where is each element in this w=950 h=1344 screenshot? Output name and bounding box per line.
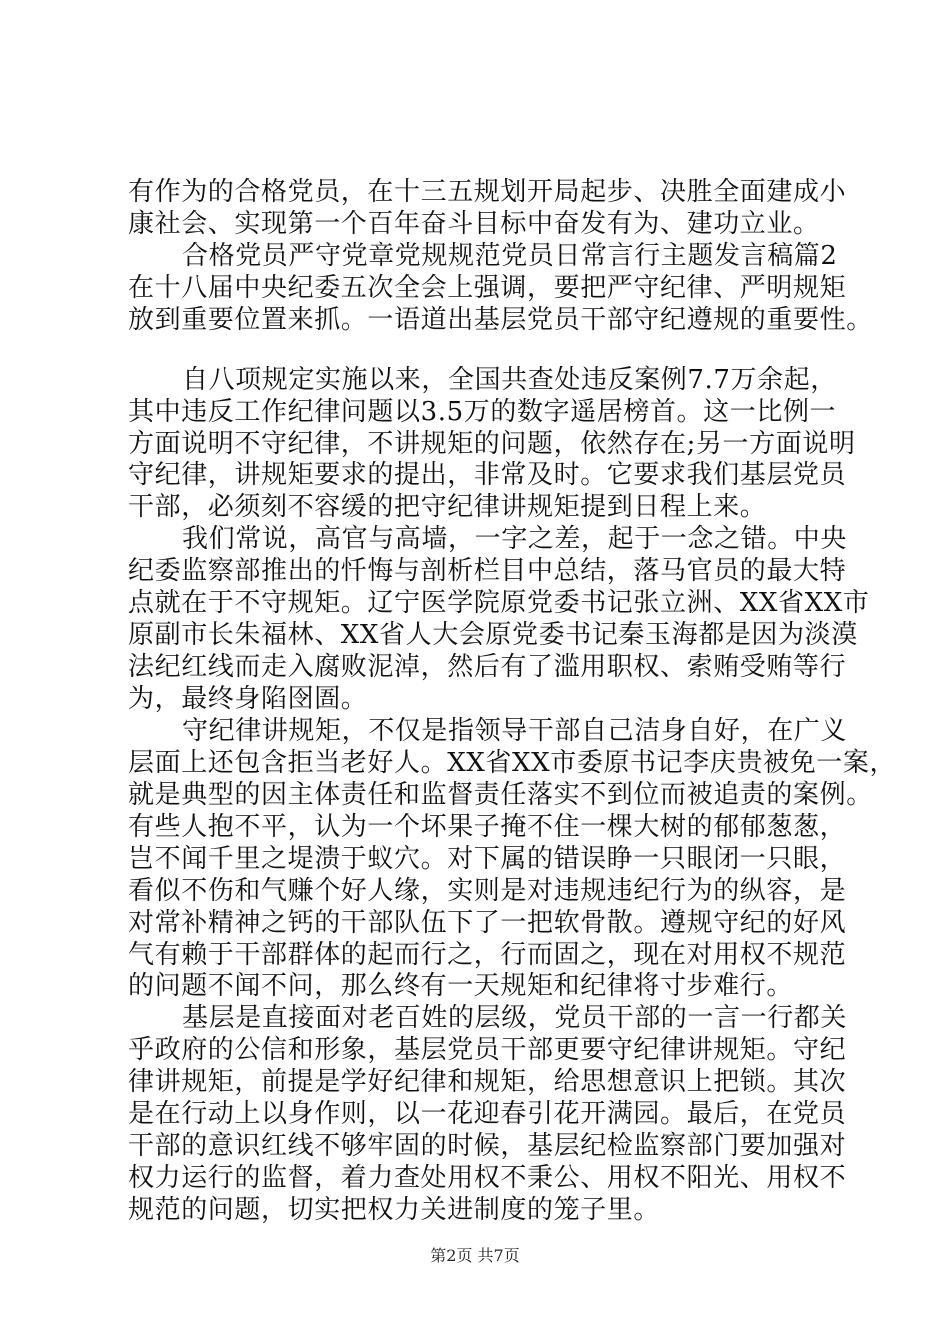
body-line: 规范的问题，切实把权力关进制度的笼子里。 (128, 1195, 661, 1225)
body-line: 纪委监察部推出的忏悔与剖析栏目中总结，落马官员的最大特 (128, 556, 847, 586)
body-line: 有些人抱不平，认为一个坏果子掩不住一棵大树的郁郁葱葱， (128, 812, 847, 842)
body-line: 康社会、实现第一个百年奋斗目标中奋发有为、建功立业。 (128, 209, 820, 239)
body-line: 守纪律，讲规矩要求的提出，非常及时。它要求我们基层党员 (128, 460, 847, 490)
body-line: 是在行动上以身作则，以一花迎春引花开满园。最后，在党员 (128, 1099, 847, 1129)
body-line: 干部的意识红线不够牢固的时候，基层纪检监察部门要加强对 (128, 1131, 847, 1161)
body-line: 自八项规定实施以来，全国共查处违反案例7.7万余起， (182, 365, 837, 395)
body-line: 我们常说，高官与高墙，一字之差，起于一念之错。中央 (182, 524, 848, 554)
body-line: 律讲规矩，前提是学好纪律和规矩，给思想意识上把锁。其次 (128, 1067, 847, 1097)
body-line: 基层是直接面对老百姓的层级，党员干部的一言一行都关 (182, 1003, 848, 1033)
body-line: 有作为的合格党员，在十三五规划开局起步、决胜全面建成小 (128, 177, 847, 207)
body-line: 合格党员严守党章党规规范党员日常言行主题发言稿篇2 (182, 241, 838, 271)
page-footer: 第2页 共7页 (430, 1246, 520, 1265)
body-line: 干部，必须刻不容缓的把守纪律讲规矩提到日程上来。 (128, 492, 767, 522)
body-line: 乎政府的公信和形象，基层党员干部更要守纪律讲规矩。守纪 (128, 1035, 847, 1065)
body-line: 层面上还包含拒当老好人。XX省XX市委原书记李庆贵被免一案， (128, 748, 897, 778)
body-line: 岂不闻千里之堤溃于蚁穴。对下属的错误睁一只眼闭一只眼， (128, 844, 847, 874)
body-line: 守纪律讲规矩，不仅是指领导干部自己洁身自好，在广义 (182, 716, 848, 746)
body-line: 其中违反工作纪律问题以3.5万的数字遥居榜首。这一比例一 (128, 397, 837, 427)
body-line: 在十八届中央纪委五次全会上强调，要把严守纪律、严明规矩 (128, 273, 847, 303)
body-line: 就是典型的因主体责任和监督责任落实不到位而被追责的案例。 (128, 780, 873, 810)
body-line: 为，最终身陷囹圄。 (128, 684, 368, 714)
body-line: 权力运行的监督，着力查处用权不秉公、用权不阳光、用权不 (128, 1163, 847, 1193)
body-line: 原副市长朱福林、XX省人大会原党委书记秦玉海都是因为淡漠 (128, 620, 858, 650)
body-line: 对常补精神之钙的干部队伍下了一把软骨散。遵规守纪的好风 (128, 908, 847, 938)
body-line: 方面说明不守纪律，不讲规矩的问题，依然存在;另一方面说明 (128, 429, 856, 459)
body-line: 的问题不闻不问，那么终有一天规矩和纪律将寸步难行。 (128, 971, 794, 1001)
body-line: 点就在于不守规矩。辽宁医学院原党委书记张立洲、XX省XX市 (128, 588, 870, 618)
body-line: 放到重要位置来抓。一语道出基层党员干部守纪遵规的重要性。 (128, 305, 873, 335)
body-line: 法纪红线而走入腐败泥淖，然后有了滥用职权、索贿受贿等行 (128, 652, 847, 682)
body-line: 气有赖于干部群体的起而行之，行而固之，现在对用权不规范 (128, 940, 847, 970)
body-line: 看似不伤和气赚个好人缘，实则是对违规违纪行为的纵容，是 (128, 876, 847, 906)
